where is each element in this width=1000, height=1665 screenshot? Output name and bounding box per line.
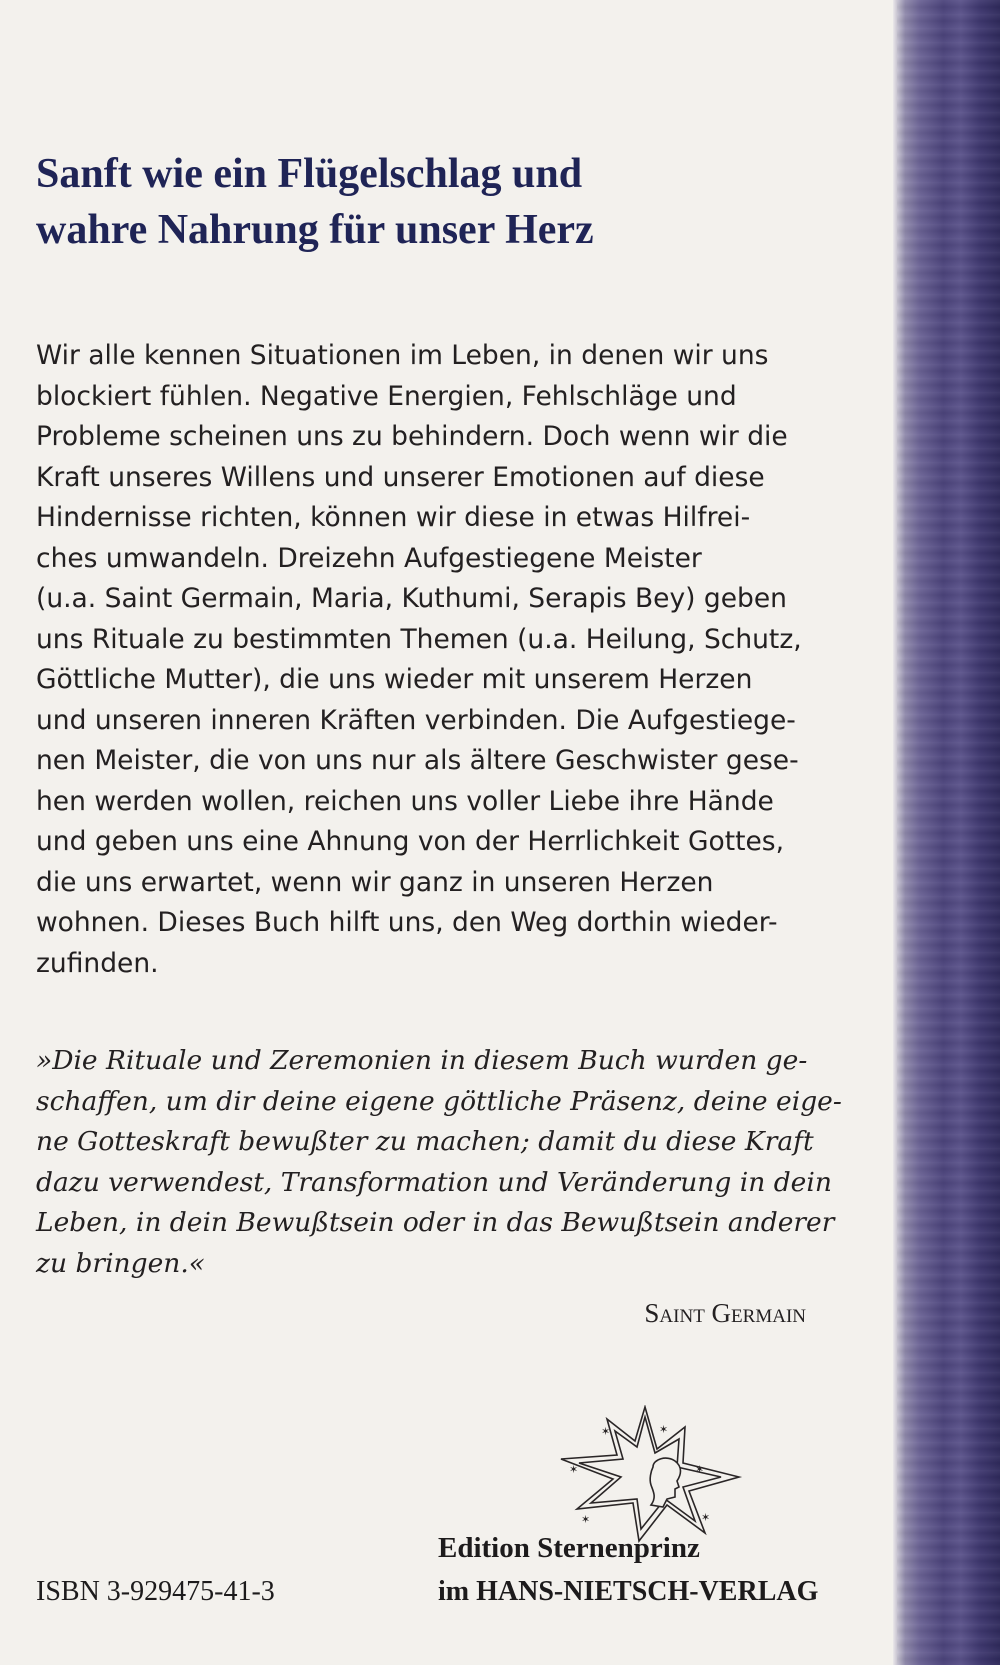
blurb-line: zufinden.	[36, 947, 159, 979]
quote-line: ne Gotteskraft bewußter zu machen; damit du diese Kraft	[36, 1126, 814, 1157]
svg-text:✶: ✶	[695, 1463, 705, 1476]
headline-line-2: wahre Nahrung für unser Herz	[36, 207, 594, 253]
quote-line: schaffen, um dir deine eigene göttliche Präsenz, deine eige-	[36, 1085, 842, 1117]
blurb-line: Hindernisse richten, können wir diese in etwas Hilfrei-	[36, 502, 751, 533]
blurb-line: uns Rituale zu bestimmten Themen (u.a. Heilung, Schutz,	[36, 623, 802, 655]
blurb-line: Probleme scheinen uns zu behindern. Doch wenn wir die	[36, 421, 788, 452]
blurb-text	[36, 336, 876, 984]
blurb-line: hen werden wollen, reichen uns voller Liebe ihre Hände	[36, 785, 774, 817]
svg-text:✶: ✶	[581, 1513, 591, 1526]
headline-line-1: Sanft wie ein Flügelschlag und	[36, 151, 583, 197]
blurb-line: nen Meister, die von uns nur als ältere Geschwister gese-	[36, 745, 799, 776]
blurb-line: Wir alle kennen Situationen im Leben, in denen wir uns	[36, 340, 769, 371]
blurb-line: wohnen. Dieses Buch hilft uns, den Weg dorthin wieder-	[36, 907, 778, 938]
quote-attribution: Saint Germain	[644, 1298, 806, 1328]
publisher-name: Edition Sternenprinz	[438, 1532, 700, 1564]
blurb-line: die uns erwartet, wenn wir ganz in unseren Herzen	[36, 866, 714, 898]
blurb-line: und unseren inneren Kräften verbinden. Die Aufgestiege-	[36, 704, 796, 736]
quote-line: dazu verwendest, Transformation und Veränderung in dein	[36, 1166, 832, 1198]
quote-line: »Die Rituale und Zeremonien in diesem Buch wurden ge-	[36, 1045, 808, 1076]
blurb-line: (u.a. Saint Germain, Maria, Kuthumi, Serapis Bey) geben	[36, 583, 787, 614]
quote-text	[36, 1041, 876, 1284]
quote-line: zu bringen.«	[36, 1247, 205, 1279]
headline	[36, 146, 856, 258]
quote-line: Leben, in dein Bewußtsein oder in das Bewußtsein anderer	[36, 1207, 835, 1238]
blurb-line: blockiert fühlen. Negative Energien, Fehlschläge und	[36, 380, 737, 412]
book-spine	[897, 0, 1000, 1665]
svg-text:✶: ✶	[659, 1423, 669, 1436]
svg-text:✶: ✶	[569, 1463, 579, 1476]
svg-text:✶: ✶	[701, 1511, 711, 1524]
blurb-line: ches umwandeln. Dreizehn Aufgestiegene Meister	[36, 542, 702, 574]
blurb-line: und geben uns eine Ahnung von der Herrlichkeit Gottes,	[36, 826, 785, 857]
isbn-number: ISBN 3-929475-41-3	[36, 1576, 275, 1607]
svg-text:✶: ✶	[601, 1425, 611, 1438]
blurb-line: Kraft unseres Willens und unserer Emotionen auf diese	[36, 461, 765, 493]
publisher-imprint: im HANS-NIETSCH-VERLAG	[438, 1576, 819, 1607]
blurb-line: Göttliche Mutter), die uns wieder mit unserem Herzen	[36, 664, 753, 695]
